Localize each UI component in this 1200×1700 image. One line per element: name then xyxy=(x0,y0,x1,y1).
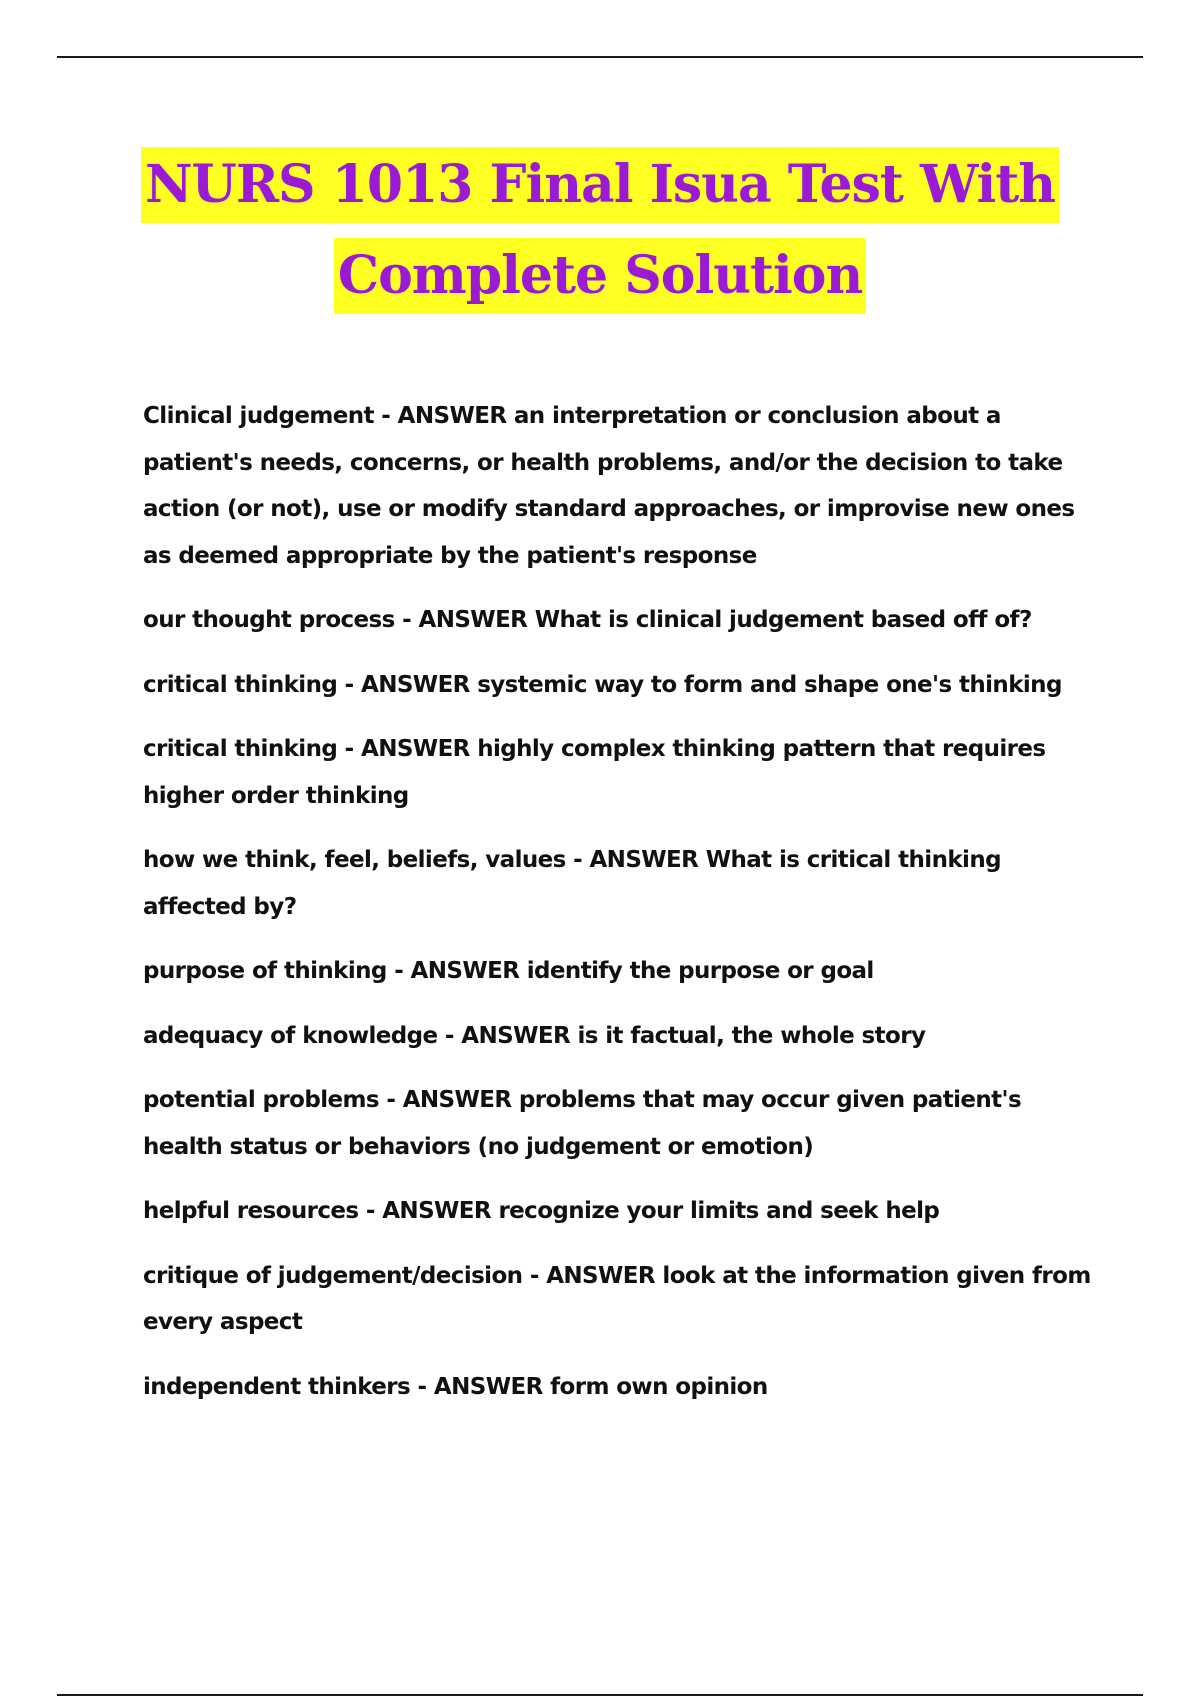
qa-entry-independent-thinkers: independent thinkers - ANSWER form own opinion xyxy=(143,1373,768,1400)
qa-entry-potential-problems: potential problems - ANSWER problems that may occur given patient's health status or behaviors (no judgement or emotion) xyxy=(143,1087,1022,1160)
document-title xyxy=(0,142,1200,324)
qa-entry-purpose-of-thinking: purpose of thinking - ANSWER identify the purpose or goal xyxy=(143,958,874,984)
qa-entry-helpful-resources: helpful resources - ANSWER recognize your limits and seek help xyxy=(143,1198,940,1224)
qa-entry-critique-of-judgement: critique of judgement/decision - ANSWER look at the information given from every aspect xyxy=(143,1262,1091,1335)
top-rule xyxy=(57,56,1143,58)
qa-entry-clinical-judgement: Clinical judgement - ANSWER an interpretation or conclusion about a patient's needs, concerns, or health problems, and/or the decision to take action (or not), use or modify standard approaches, or improvise new ones as deemed appropriate by the patient's response xyxy=(143,403,1075,569)
qa-entry-critical-thinking-2: critical thinking - ANSWER highly complex thinking pattern that requires higher order thinking xyxy=(143,736,1046,809)
qa-entry-how-we-think: how we think, feel, beliefs, values - ANSWER What is critical thinking affected by? xyxy=(143,847,1001,920)
title-line-2: Complete Solution xyxy=(334,238,867,314)
title-line-1: NURS 1013 Final Isua Test With xyxy=(141,147,1059,223)
qa-entry-critical-thinking-1: critical thinking - ANSWER systemic way to form and shape one's thinking xyxy=(143,671,1062,698)
bottom-rule xyxy=(57,1694,1143,1696)
qa-entry-adequacy-of-knowledge: adequacy of knowledge - ANSWER is it factual, the whole story xyxy=(143,1022,926,1049)
qa-list xyxy=(143,393,1103,1428)
qa-entry-thought-process: our thought process - ANSWER What is clinical judgement based off of? xyxy=(143,607,1032,633)
